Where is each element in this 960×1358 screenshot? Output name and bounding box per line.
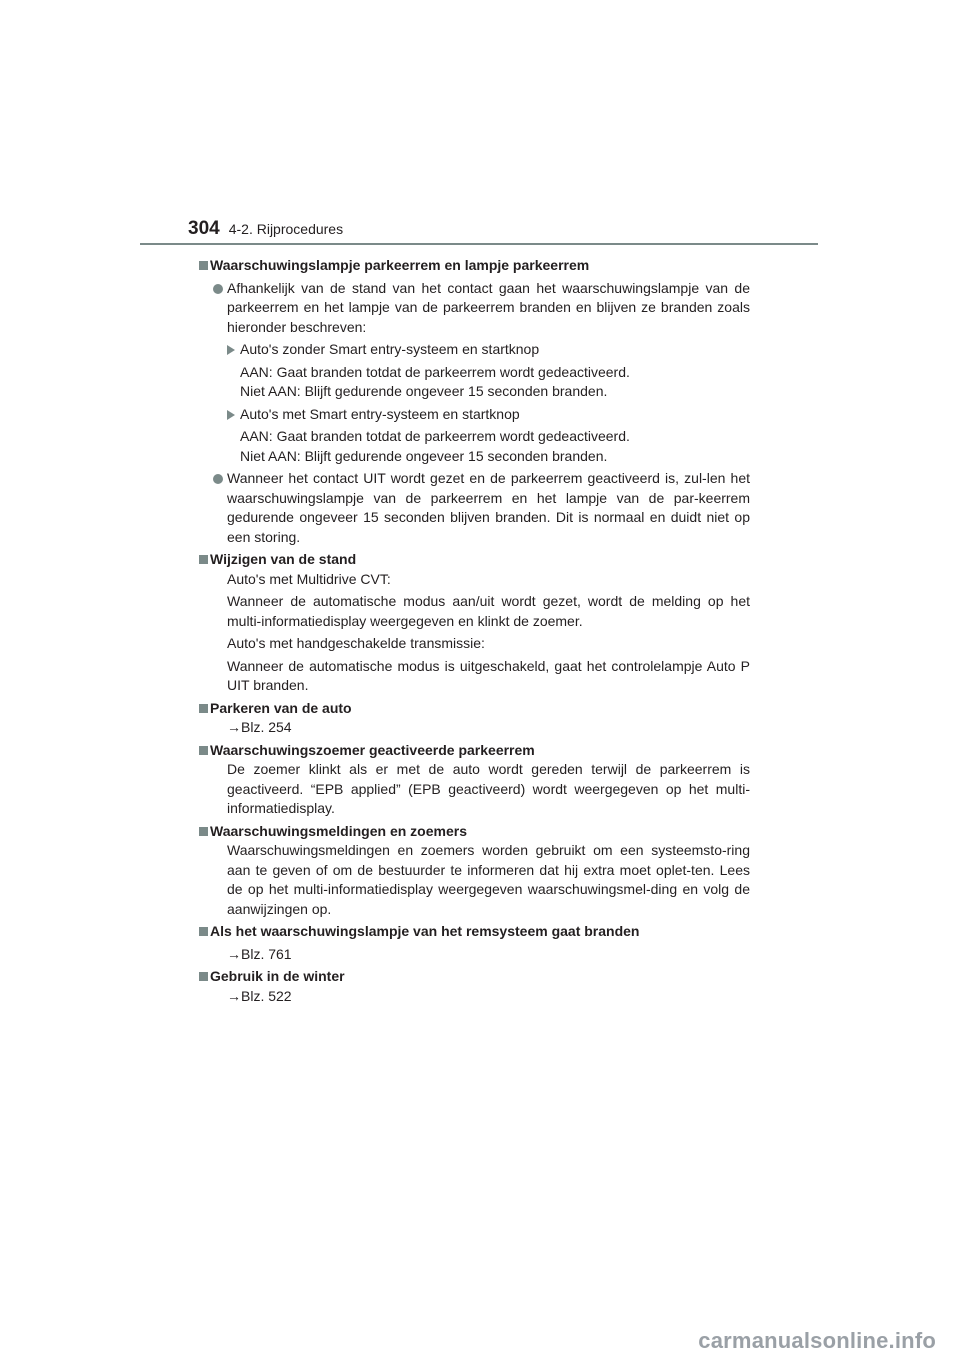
paragraph: Wanneer de automatische modus is uitgeschakeld, gaat het controlelampje Auto P UIT branden. [227, 657, 750, 693]
square-bullet-icon [199, 746, 208, 755]
paragraph: Auto's met Multidrive CVT: [227, 570, 391, 587]
list-item: Wanneer het contact UIT wordt gezet en de parkeerrem geactiveerd is, zul-len het waarschuwingslampje van de parkeerrem en het lampje van de par-keerrem gedurende ongeveer 15 seconden blijven branden. Dit is normaal en duidt niet op een storing. [210, 469, 750, 547]
round-bullet-icon [213, 474, 223, 484]
chapter-title: 4-2. Rijprocedures [228, 221, 344, 237]
sub-item: Auto's zonder Smart entry-systeem en startknop [210, 340, 750, 360]
sub-item-text: AAN: Gaat branden totdat de parkeerrem wordt gedeactiveerd. Niet AAN: Blijft gedurende ongeveer 15 seconden branden. [240, 363, 630, 399]
square-bullet-icon [199, 704, 208, 713]
list-item: Afhankelijk van de stand van het contact gaan het waarschuwingslampje van de parkeerrem en het lampje van de parkeerrem branden en blijven ze branden zoals hieronder beschreven: [210, 279, 750, 338]
sub-item: Auto's met Smart entry-systeem en startknop [210, 405, 750, 425]
page-reference: →Blz. 522 [227, 987, 292, 1004]
page-header [188, 218, 343, 244]
triangle-bullet-icon [227, 345, 235, 355]
round-bullet-icon [213, 284, 223, 294]
section-heading: Waarschuwingsmeldingen en zoemers [210, 822, 750, 842]
square-bullet-icon [199, 261, 208, 270]
paragraph: Wanneer de automatische modus aan/uit wordt gezet, wordt de melding op het multi-informatiedisplay weergegeven en klinkt de zoemer. [227, 593, 750, 629]
section-heading: Gebruik in de winter [210, 967, 750, 987]
paragraph: De zoemer klinkt als er met de auto wordt gereden terwijl de parkeerrem is geactiveerd. “EPB applied” (EPB geactiveerd) wordt weergegeven op het multi-informatiedisplay. [227, 761, 750, 816]
section-heading: Waarschuwingszoemer geactiveerde parkeerrem [210, 741, 750, 761]
section-heading: Als het waarschuwingslampje van het remsysteem gaat branden [210, 922, 750, 942]
paragraph: Auto's met handgeschakelde transmissie: [227, 635, 485, 651]
sub-item-text: AAN: Gaat branden totdat de parkeerrem wordt gedeactiveerd. Niet AAN: Blijft gedurende ongeveer 15 seconden branden. [240, 428, 630, 464]
triangle-bullet-icon [227, 410, 235, 420]
header-divider [140, 243, 818, 245]
section-heading: Wijzigen van de stand [210, 550, 750, 570]
page-number: 304 [188, 218, 220, 239]
watermark: carmanualsonline.info [698, 1328, 936, 1353]
paragraph: Waarschuwingsmeldingen en zoemers worden gebruikt om een systeemsto-ring aan te geven of om de bestuurder te informeren dat hij extra moet oplet-ten. Lees de op het multi-informatiedisplay weergegeven waarschuwingsmel-ding en volg de aanwijzingen op. [227, 842, 750, 917]
square-bullet-icon [199, 555, 208, 564]
square-bullet-icon [199, 972, 208, 981]
square-bullet-icon [199, 927, 208, 936]
section-heading: Waarschuwingslampje parkeerrem en lampje parkeerrem [210, 256, 750, 276]
page-reference: →Blz. 254 [227, 719, 292, 735]
page-reference: →Blz. 761 [227, 945, 292, 962]
section-heading: Parkeren van de auto [210, 699, 750, 719]
square-bullet-icon [199, 827, 208, 836]
page-content [210, 253, 750, 1006]
